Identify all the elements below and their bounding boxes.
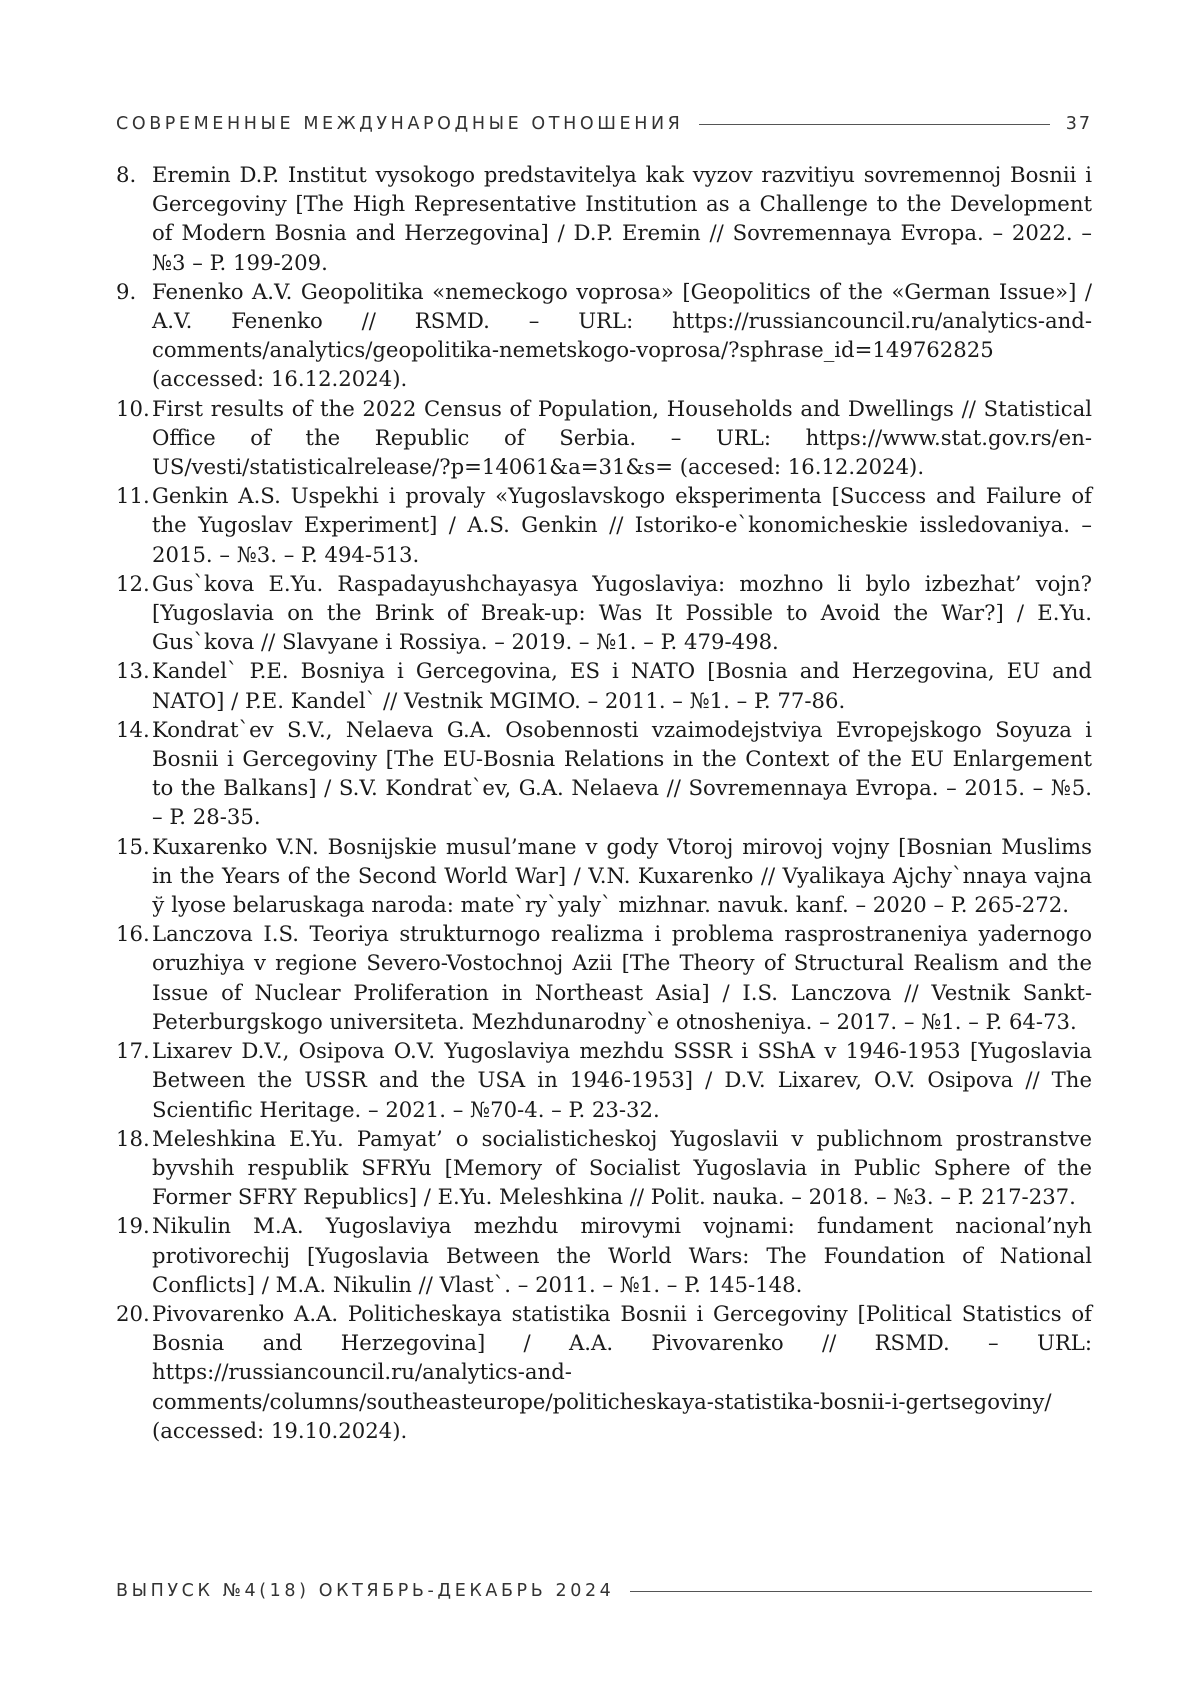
reference-number: 11.: [116, 483, 150, 509]
reference-item: [116, 481, 1092, 569]
reference-text: Kuxarenko V.N. Bosnijskie musul’mane v gody Vtoroj mirovoj vojny [Bosnian Muslims in the Years of the Second World War] / V.N. Kuxarenko // Vyalikaya Ajchy`nnaya vajna ў lyose belaruskaga naroda: mate`ry`yaly` mizhnar. navuk. kanf. – 2020 – P. 265-272.: [152, 833, 1092, 918]
page-footer: [116, 1577, 1092, 1605]
reference-item: [116, 569, 1092, 657]
reference-item: [116, 919, 1092, 1036]
issue-info: ВЫПУСК №4(18) ОКТЯБРЬ-ДЕКАБРЬ 2024: [116, 1581, 615, 1601]
reference-number: 10.: [116, 395, 150, 421]
reference-item: [116, 656, 1092, 714]
reference-item: [116, 1124, 1092, 1212]
reference-item: [116, 277, 1092, 394]
reference-text: Fenenko A.V. Geopolitika «nemeckogo voprosa» [Geopolitics of the «German Issue»] / A.V. Fenenko // RSMD. – URL: https://russiancouncil.ru/analytics-and-comments/analytics/geopolitika-nemetskogo-voprosa/?sphrase_id=149762825 (accessed: 16.12.2024).: [152, 278, 1092, 392]
reference-item: [116, 394, 1092, 482]
page-number: 37: [1065, 114, 1092, 134]
reference-number: 20.: [116, 1300, 150, 1326]
reference-text: Eremin D.P. Institut vysokogo predstavitelya kak vyzov razvitiyu sovremennoj Bosnii i Gercegoviny [The High Representative Institution as a Challenge to the Development of Modern Bosnia and Herzegovina] / D.P. Eremin // Sovremennaya Evropa. – 2022. – №3 – P. 199-209.: [152, 162, 1092, 275]
reference-number: 17.: [116, 1038, 150, 1064]
reference-text: Kondrat`ev S.V., Nelaeva G.A. Osobennosti vzaimodejstviya Evropejskogo Soyuza i Bosnii i Gercegoviny [The EU-Bosnia Relations in the Context of the EU Enlargement to the Balkans] / S.V. Kondrat`ev, G.A. Nelaeva // Sovremennaya Evropa. – 2015. – №5. – P. 28-35.: [152, 716, 1092, 830]
reference-number: 13.: [116, 658, 150, 684]
reference-item: [116, 832, 1092, 920]
reference-item: [116, 1299, 1092, 1445]
reference-text: Genkin A.S. Uspekhi i provaly «Yugoslavskogo eksperimenta [Success and Failure of the Yugoslav Experiment] / A.S. Genkin // Istoriko-e`konomicheskie issledovaniya. – 2015. – №3. – P. 494-513.: [152, 483, 1092, 567]
reference-item: [116, 1211, 1092, 1299]
reference-item: [116, 715, 1092, 832]
reference-number: 9.: [116, 278, 137, 304]
header-divider: [699, 124, 1049, 125]
reference-item: [116, 160, 1092, 277]
reference-text: Meleshkina E.Yu. Pamyat’ o socialisticheskoj Yugoslavii v publichnom prostranstve byvshih respublik SFRYu [Memory of Socialist Yugoslavia in Public Sphere of the Former SFRY Republics] / E.Yu. Meleshkina // Polit. nauka. – 2018. – №3. – P. 217-237.: [152, 1125, 1092, 1210]
reference-text: First results of the 2022 Census of Population, Households and Dwellings // Statistical Office of the Republic of Serbia. – URL: https://www.stat.gov.rs/en-US/vesti/statisticalrelease/?p=14061&a=31&s= (accesed: 16.12.2024).: [152, 395, 1092, 480]
reference-text: Kandel` P.E. Bosniya i Gercegovina, ES i NATO [Bosnia and Herzegovina, EU and NATO] / P.E. Kandel` // Vestnik MGIMO. – 2011. – №1. – P. 77-86.: [152, 658, 1092, 713]
journal-title: СОВРЕМЕННЫЕ МЕЖДУНАРОДНЫЕ ОТНОШЕНИЯ: [116, 114, 684, 134]
page-header: [116, 110, 1092, 138]
reference-text: Nikulin M.A. Yugoslaviya mezhdu mirovymi vojnami: fundament nacional’nyh protivorechij [Yugoslavia Between the World Wars: The Foundation of National Conflicts] / M.A. Nikulin // Vlast`. – 2011. – №1. – P. 145-148.: [152, 1213, 1092, 1297]
reference-list: [116, 160, 1092, 1445]
reference-number: 15.: [116, 833, 150, 859]
reference-text: Pivovarenko A.A. Politicheskaya statistika Bosnii i Gercegoviny [Political Statistics of Bosnia and Herzegovina] / A.A. Pivovarenko // RSMD. – URL: https://russiancouncil.ru/analytics-and-comments/columns/southeasteurope/politicheskaya-statistika-bosnii-i-gertsegoviny/ (accessed: 19.10.2024).: [152, 1300, 1092, 1443]
reference-number: 19.: [116, 1213, 150, 1239]
reference-item: [116, 1036, 1092, 1124]
reference-text: Lixarev D.V., Osipova O.V. Yugoslaviya mezhdu SSSR i SShA v 1946-1953 [Yugoslavia Between the USSR and the USA in 1946-1953] / D.V. Lixarev, O.V. Osipova // The Scientific Heritage. – 2021. – №70-4. – P. 23-32.: [152, 1038, 1092, 1122]
footer-divider: [630, 1591, 1092, 1592]
reference-number: 16.: [116, 921, 150, 947]
reference-number: 14.: [116, 716, 150, 742]
reference-number: 12.: [116, 570, 150, 596]
reference-number: 18.: [116, 1125, 150, 1151]
reference-text: Lanczova I.S. Teoriya strukturnogo realizma i problema rasprostraneniya yadernogo oruzhiya v regione Severo-Vostochnoj Azii [The Theory of Structural Realism and the Issue of Nuclear Proliferation in Northeast Asia] / I.S. Lanczova // Vestnik Sankt-Peterburgskogo universiteta. Mezhdunarodny`e otnosheniya. – 2017. – №1. – P. 64-73.: [152, 921, 1092, 1034]
reference-number: 8.: [116, 162, 137, 187]
reference-text: Gus`kova E.Yu. Raspadayushchayasya Yugoslaviya: mozhno li bylo izbezhat’ vojn? [Yugoslavia on the Brink of Break-up: Was It Possible to Avoid the War?] / E.Yu. Gus`kova // Slavyane i Rossiya. – 2019. – №1. – P. 479-498.: [152, 570, 1092, 655]
